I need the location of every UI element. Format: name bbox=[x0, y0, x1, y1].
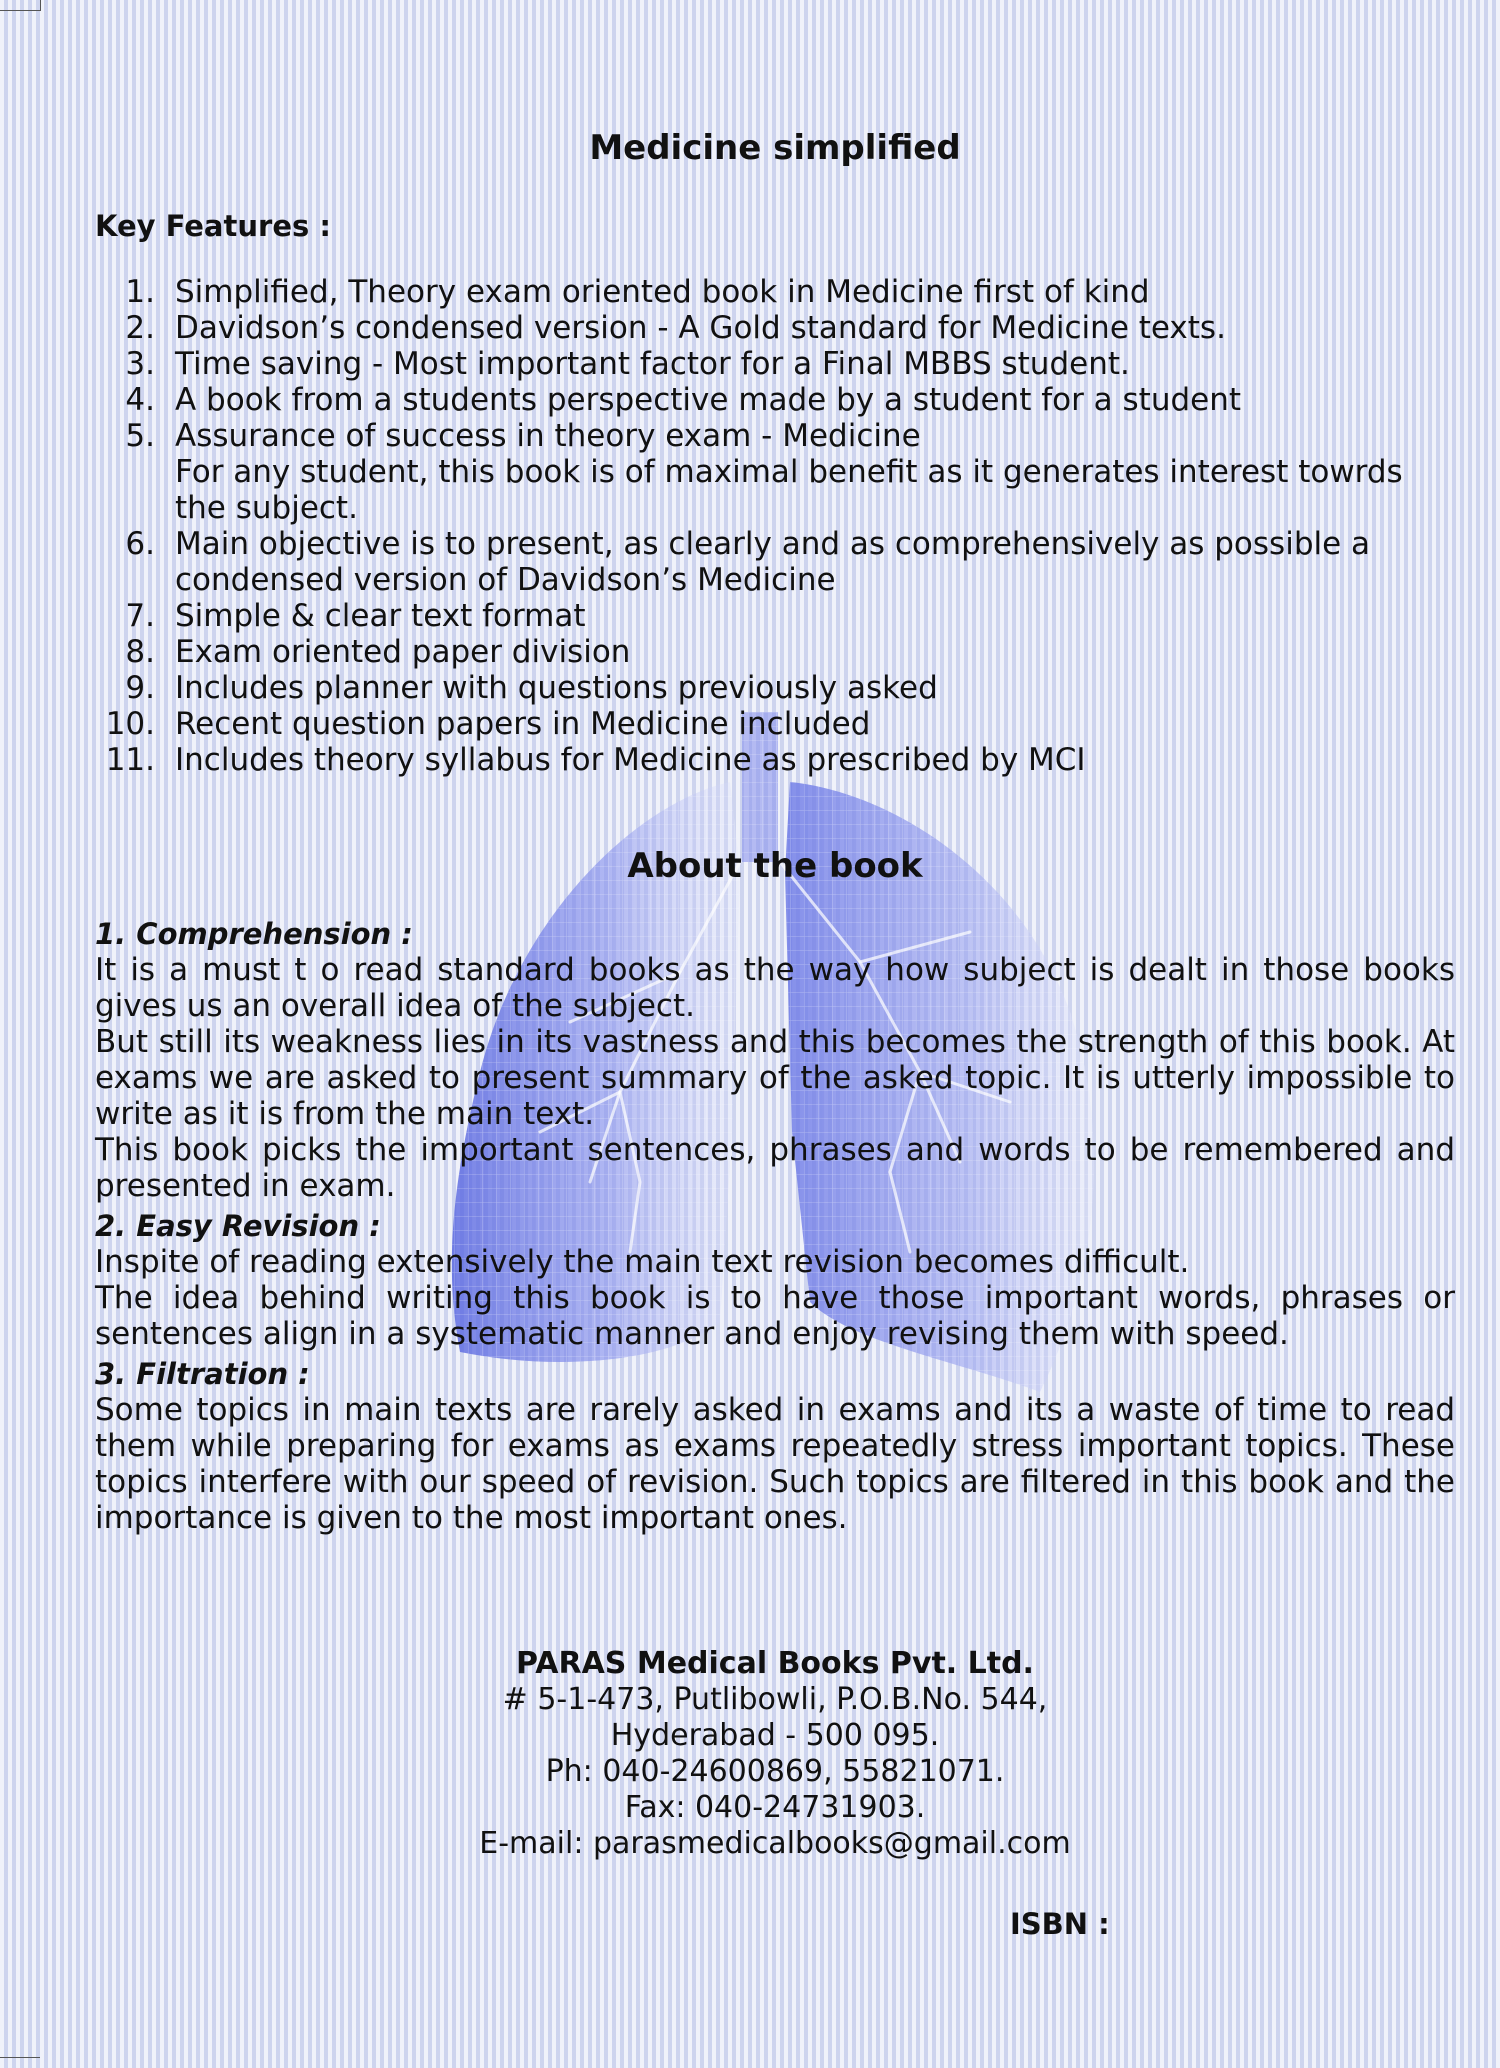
list-item bbox=[95, 634, 1455, 670]
publisher-fax: Fax: 040-24731903. bbox=[624, 1790, 926, 1825]
list-item-text: Time saving - Most important factor for a Final MBBS student. bbox=[175, 346, 1130, 382]
list-number: 8. bbox=[125, 634, 155, 670]
paragraph: But still its weakness lies in its vastness and this becomes the strength of this book. At exams we are asked to present summary of the asked topic. It is utterly impossible to write as it is from the main text. bbox=[95, 1024, 1455, 1132]
document-page bbox=[95, 122, 1455, 1862]
list-item bbox=[95, 526, 1455, 598]
list-item-text: Exam oriented paper division bbox=[175, 634, 631, 670]
section-body-comprehension bbox=[95, 952, 1455, 1204]
list-number: 7. bbox=[125, 598, 155, 634]
crop-mark-top bbox=[0, 0, 41, 11]
list-item-text: Includes planner with questions previously asked bbox=[175, 670, 938, 706]
paragraph: This book picks the important sentences, phrases and words to be remembered and presented in exam. bbox=[95, 1132, 1455, 1204]
list-item bbox=[95, 310, 1455, 346]
list-number: 11. bbox=[105, 742, 155, 778]
list-number: 9. bbox=[125, 670, 155, 706]
paragraph: It is a must t o read standard books as the way how subject is dealt in those books gives us an overall idea of the subject. bbox=[95, 952, 1455, 1024]
publisher-name: PARAS Medical Books Pvt. Ltd. bbox=[516, 1646, 1034, 1681]
list-item bbox=[95, 742, 1455, 778]
publisher-address-line1: # 5-1-473, Putlibowli, P.O.B.No. 544, bbox=[502, 1682, 1048, 1717]
list-number: 10. bbox=[105, 706, 155, 742]
isbn-label: ISBN : bbox=[1010, 1907, 1110, 1941]
publisher-block bbox=[95, 1646, 1455, 1862]
list-item-text: Main objective is to present, as clearly and as comprehensively as possible a condensed version of Davidson’s Medicine bbox=[175, 526, 1371, 598]
paragraph: The idea behind writing this book is to have those important words, phrases or sentences align in a systematic manner and enjoy revising them with speed. bbox=[95, 1280, 1455, 1352]
list-item bbox=[95, 346, 1455, 382]
section-heading-easy-revision: 2. Easy Revision : bbox=[95, 1209, 381, 1243]
publisher-address-line2: Hyderabad - 500 095. bbox=[610, 1718, 940, 1753]
section-heading-comprehension: 1. Comprehension : bbox=[95, 917, 413, 951]
list-number: 3. bbox=[125, 346, 155, 382]
list-item-text: A book from a students perspective made by a student for a student bbox=[175, 382, 1242, 418]
list-item bbox=[95, 706, 1455, 742]
list-item bbox=[95, 382, 1455, 418]
list-item-text: Includes theory syllabus for Medicine as prescribed by MCI bbox=[175, 742, 1086, 778]
crop-mark-bottom bbox=[0, 2057, 40, 2068]
paragraph: Some topics in main texts are rarely asked in exams and its a waste of time to read them while preparing for exams as exams repeatedly stress important topics. These topics interfere with our speed of revision. Such topics are filtered in this book and the importance is given to the most important ones. bbox=[95, 1392, 1455, 1536]
list-number: 6. bbox=[125, 526, 155, 562]
list-item bbox=[95, 670, 1455, 706]
section-body-easy-revision bbox=[95, 1244, 1455, 1352]
publisher-phone: Ph: 040-24600869, 55821071. bbox=[545, 1754, 1005, 1789]
list-number: 4. bbox=[125, 382, 155, 418]
list-item-text: Davidson’s condensed version - A Gold standard for Medicine texts. bbox=[175, 310, 1226, 346]
document-title: Medicine simplified bbox=[589, 128, 961, 168]
list-item-text: Simple & clear text format bbox=[175, 598, 586, 634]
list-item-text: Recent question papers in Medicine included bbox=[175, 706, 871, 742]
section-heading-filtration: 3. Filtration : bbox=[95, 1357, 310, 1391]
about-heading: About the book bbox=[627, 846, 923, 886]
list-item-text: Assurance of success in theory exam - Medicine bbox=[175, 418, 921, 454]
publisher-email: E-mail: parasmedicalbooks@gmail.com bbox=[479, 1826, 1071, 1861]
list-item bbox=[95, 418, 1455, 526]
list-item-subtext: For any student, this book is of maximal benefit as it generates interest towrds the subject. bbox=[175, 454, 1403, 526]
list-number: 1. bbox=[125, 274, 155, 310]
list-number: 5. bbox=[125, 418, 155, 454]
section-body-filtration bbox=[95, 1392, 1455, 1536]
list-item bbox=[95, 598, 1455, 634]
key-features-list bbox=[95, 274, 1455, 778]
list-item-text: Simplified, Theory exam oriented book in Medicine first of kind bbox=[175, 274, 1150, 310]
list-item bbox=[95, 274, 1455, 310]
key-features-heading: Key Features : bbox=[95, 209, 331, 243]
paragraph: Inspite of reading extensively the main text revision becomes difficult. bbox=[95, 1244, 1190, 1280]
list-number: 2. bbox=[125, 310, 155, 346]
